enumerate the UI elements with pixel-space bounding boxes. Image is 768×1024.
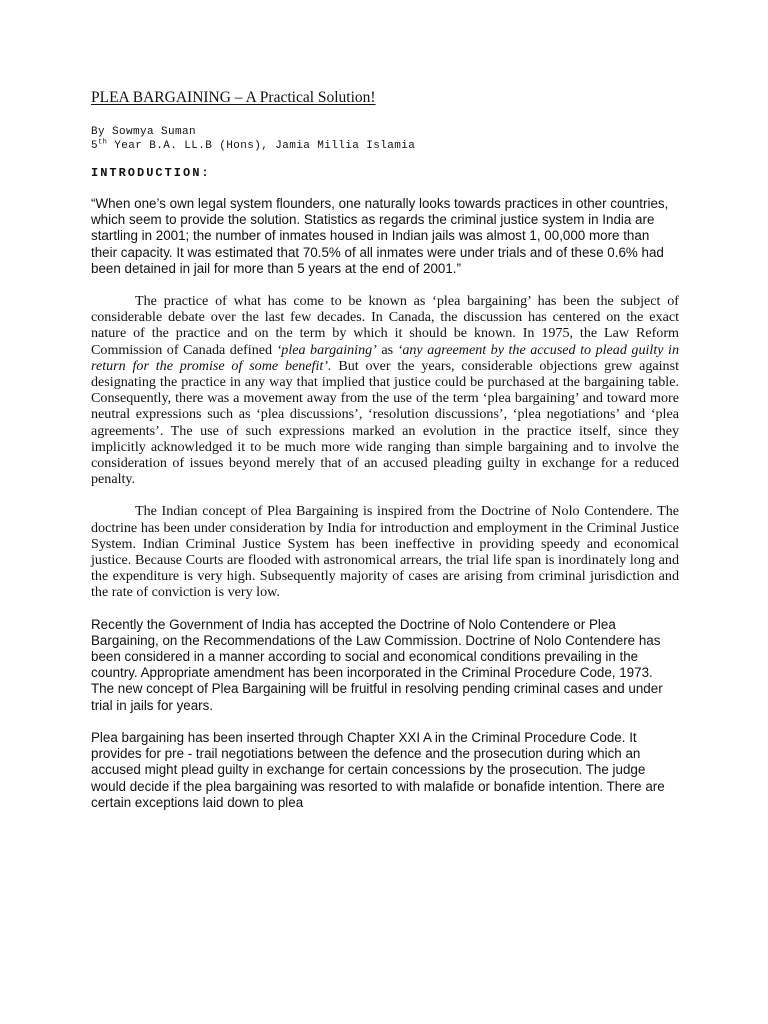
paragraph-chapter-xxia: Plea bargaining has been inserted through Chapter XXI A in the Criminal Procedure Code. It provides for pre - trail negotiations between the defence and the prosecution during which an accused might plead guilty in exchange for certain concessions by the prosecution. The judge would decide if the plea bargaining was resorted to with malafide or bonafide intention. There are certain exceptions laid down to plea xyxy=(91,729,665,810)
term-plea-bargaining: ‘plea bargaining’ xyxy=(276,341,377,358)
paragraph-practice-text-e: But over the years, considerable objections grew against designating the practice in any way that implied that justice could be purchased at the bargaining table. Consequently, there was a movement away from the use of the term ‘plea bargaining’ and toward more neutral expressions such as ‘plea discussions’, ‘resolution discussions’, ‘plea negotiations’ and ‘plea agreements’. The use of such expressions marked an evolution in the practice itself, since they implicitly acknowledged it to be much more wide ranging than simple bargaining and to involve the consideration of issues beyond merely that of an accused pleading guilty in exchange for a reduced penalty. xyxy=(91,357,679,488)
document-page xyxy=(91,88,679,827)
paragraph-practice-text-a: The practice of what has come to be known as ‘plea bargaining’ has been the subject of considerable debate over the last few decades. In Canada, the discussion has centered on the exact nature of the practice and on the term by which it should be known. In 1975, the Law Reform Commission of Canada defined xyxy=(91,293,679,358)
definition-quote: ‘any agreement by the accused to plead guilty in return for the promise of some benefit’. xyxy=(91,341,679,374)
paragraph-government: Recently the Government of India has accepted the Doctrine of Nolo Contendere or Plea Bargaining, on the Recommendations of the Law Commission. Doctrine of Nolo Contendere has been considered in a manner according to social and economical conditions prevailing in the country. Appropriate amendment has been incorporated in the Criminal Procedure Code, 1973. The new concept of Plea Bargaining will be fruitful in resolving pending criminal cases and under trial in jails for years. xyxy=(91,616,663,713)
paragraph-practice xyxy=(91,293,679,487)
affiliation-ordinal: th xyxy=(98,138,108,147)
section-heading-introduction: INTRODUCTION: xyxy=(91,166,211,180)
paragraph-quote: “When one’s own legal system flounders, one naturally looks towards practices in other countries, which seem to provide the solution. Statistics as regards the criminal justice system in India are startling in 2001; the number of inmates housed in Indian jails was almost 1, 00,000 more than their capacity. It was estimated that 70.5% of all inmates were under trials and of these 0.6% had been detained in jail for more than 5 years at the end of 2001.” xyxy=(91,196,669,276)
affiliation-program: Year B.A. LL.B (Hons), Jamia Millia Islamia xyxy=(107,140,416,152)
document-title: PLEA BARGAINING – A Practical Solution! xyxy=(91,89,376,106)
paragraph-indian-concept: The Indian concept of Plea Bargaining is inspired from the Doctrine of Nolo Contendere. The doctrine has been under consideration by India for introduction and employment in the Criminal Justice System. Indian Criminal Justice System has been ineffective in providing speedy and economical justice. Because Courts are flooded with astronomical arrears, the trial life span is inordinately long and the expenditure is very high. Subsequently majority of cases are arising from criminal jurisdiction and the rate of conviction is very low. xyxy=(91,503,679,601)
author-line: By Sowmya Suman xyxy=(91,126,197,138)
paragraph-practice-text-c: as xyxy=(376,341,398,358)
affiliation-year: 5 xyxy=(91,140,99,152)
author-affiliation xyxy=(91,139,679,153)
